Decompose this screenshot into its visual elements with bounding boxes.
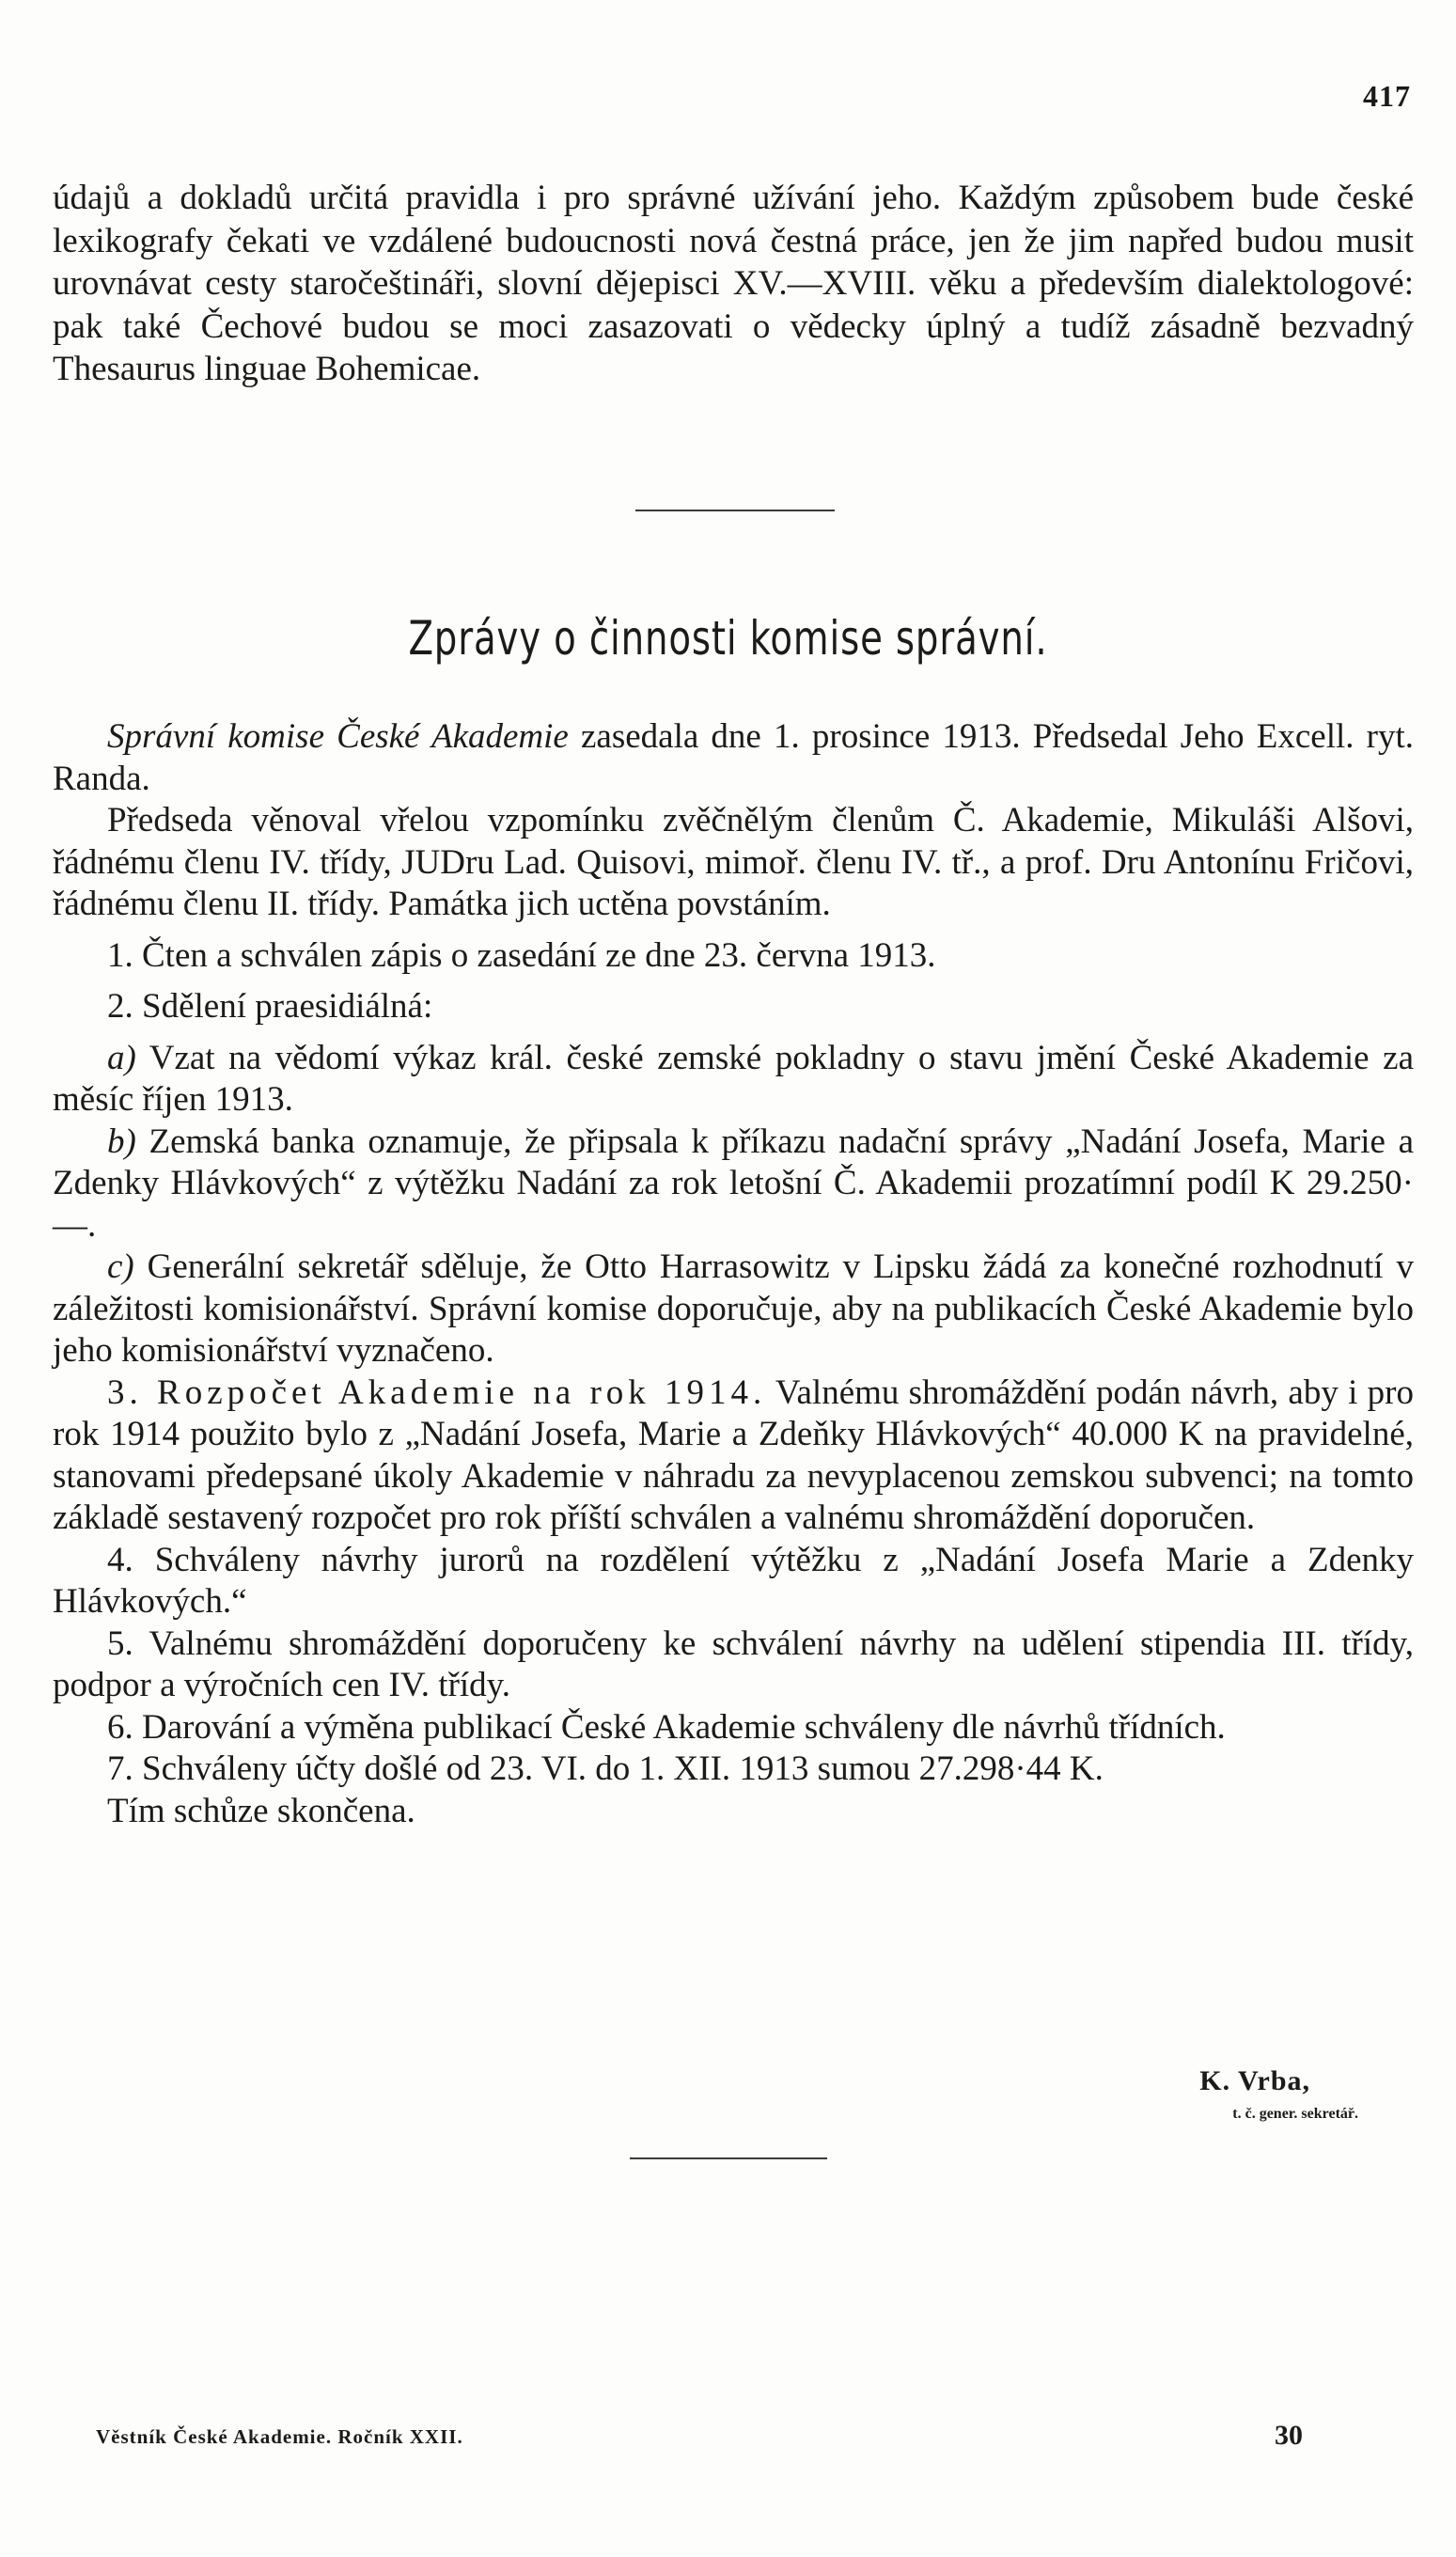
session-rest: zasedala dne 1. prosince 1913. Předsedal Jeho Excell. ryt. Randa.	[53, 717, 1414, 798]
bottom-divider	[630, 2157, 827, 2159]
session-paragraph	[53, 716, 1414, 800]
item-2: 2. Sdělení praesidiálná:	[107, 987, 433, 1026]
item-3-text: Valnému shromáždění podán návrh, aby i pro rok 1914 použito bylo z „Nadání Josefa, Marie a Zdeňky Hlávkových“ 40.000 K na pravidelné, stanovami předepsané úkoly Akademie v náhradu za nevyplacenou zemskou subvenci; na tomto základě sestavený rozpočet pro rok příští schválen a valnému shromáždění doporučen.	[53, 1373, 1414, 1537]
item-1: 1. Čten a schválen zápis o zasedání ze dne 23. června 1913.	[107, 935, 936, 975]
item-2a-text: Vzat na vědomí výkaz král. české zemské pokladny o stavu jmění České Akademie za měsíc říjen 1913.	[53, 1038, 1414, 1119]
item-2c-letter: c)	[107, 1247, 134, 1286]
journal-footer: Věstník České Akademie. Ročník XXII.	[96, 2425, 463, 2448]
item-3	[53, 1373, 1414, 1540]
item-2a	[53, 1038, 1414, 1122]
item-2b	[53, 1122, 1414, 1247]
signature-title: t. č. gener. sekretář.	[1232, 2106, 1358, 2122]
item-2b-letter: b)	[107, 1122, 136, 1161]
session-lead: Správní komise České Akademie	[107, 717, 569, 756]
item-3-heading: 3. Rozpočet Akademie na rok 1914.	[107, 1373, 767, 1412]
signature-name: K. Vrba,	[1199, 2065, 1310, 2096]
top-divider	[635, 510, 835, 511]
intro-paragraph: údajů a dokladů určitá pravidla i pro správné užívání jeho. Každým způsobem bude české lexikografy čekati ve vzdálené budoucnosti nová čestná práce, jen že jim napřed budou musit urovnávat cesty staročeštináři, slovní dějepisci XV.—XVIII. věku a především dialektologové: pak také Čechové budou se moci zasazovati o vědecky úplný a tudíž zásadně bezvadný Thesaurus linguae Bohemicae.	[53, 179, 1414, 388]
item-6: 6. Darování a výměna publikací České Akademie schváleny dle návrhů třídních.	[107, 1707, 1226, 1747]
report-body	[53, 716, 1414, 1832]
page-number: 417	[1363, 79, 1411, 113]
intro-text	[53, 177, 1414, 391]
item-7: 7. Schváleny účty došlé od 23. VI. do 1. XII. 1913 sumou 27.298·44 K.	[107, 1749, 1104, 1788]
closing-line: Tím schůze skončena.	[107, 1791, 415, 1830]
item-2b-text: Zemská banka oznamuje, že připsala k příkazu nadační správy „Nadání Josefa, Marie a Zdenky Hlávkových“ z výtěžku Nadání za rok letošní Č. Akademii prozatímní podíl K 29.250·—.	[53, 1122, 1414, 1245]
item-2c	[53, 1247, 1414, 1373]
item-2c-text: Generální sekretář sděluje, že Otto Harrasowitz v Lipsku žádá za konečné rozhodnutí v záležitosti komisionářství. Správní komise doporučuje, aby na publikacích České Akademie bylo jeho komisionářství vyznačeno.	[53, 1247, 1414, 1370]
item-2a-letter: a)	[107, 1038, 136, 1077]
item-4: 4. Schváleny návrhy jurorů na rozdělení výtěžku z „Nadání Josefa Marie a Zdenky Hlávkových.“	[53, 1540, 1414, 1621]
item-5: 5. Valnému shromáždění doporučeny ke schválení návrhy na udělení stipendia III. třídy, podpor a výročních cen IV. třídy.	[53, 1624, 1414, 1704]
sheet-number: 30	[1275, 2420, 1303, 2451]
memorial-paragraph: Předseda věnoval vřelou vzpomínku zvěčnělým členům Č. Akademie, Mikuláši Alšovi, řádnému členu IV. třídy, JUDru Lad. Quisovi, mimoř. členu IV. tř., a prof. Dru Antonínu Fričovi, řádnému členu II. třídy. Památka jich uctěna povstáním.	[53, 801, 1414, 923]
section-title: Zprávy o činnosti komise správní.	[408, 611, 1048, 666]
